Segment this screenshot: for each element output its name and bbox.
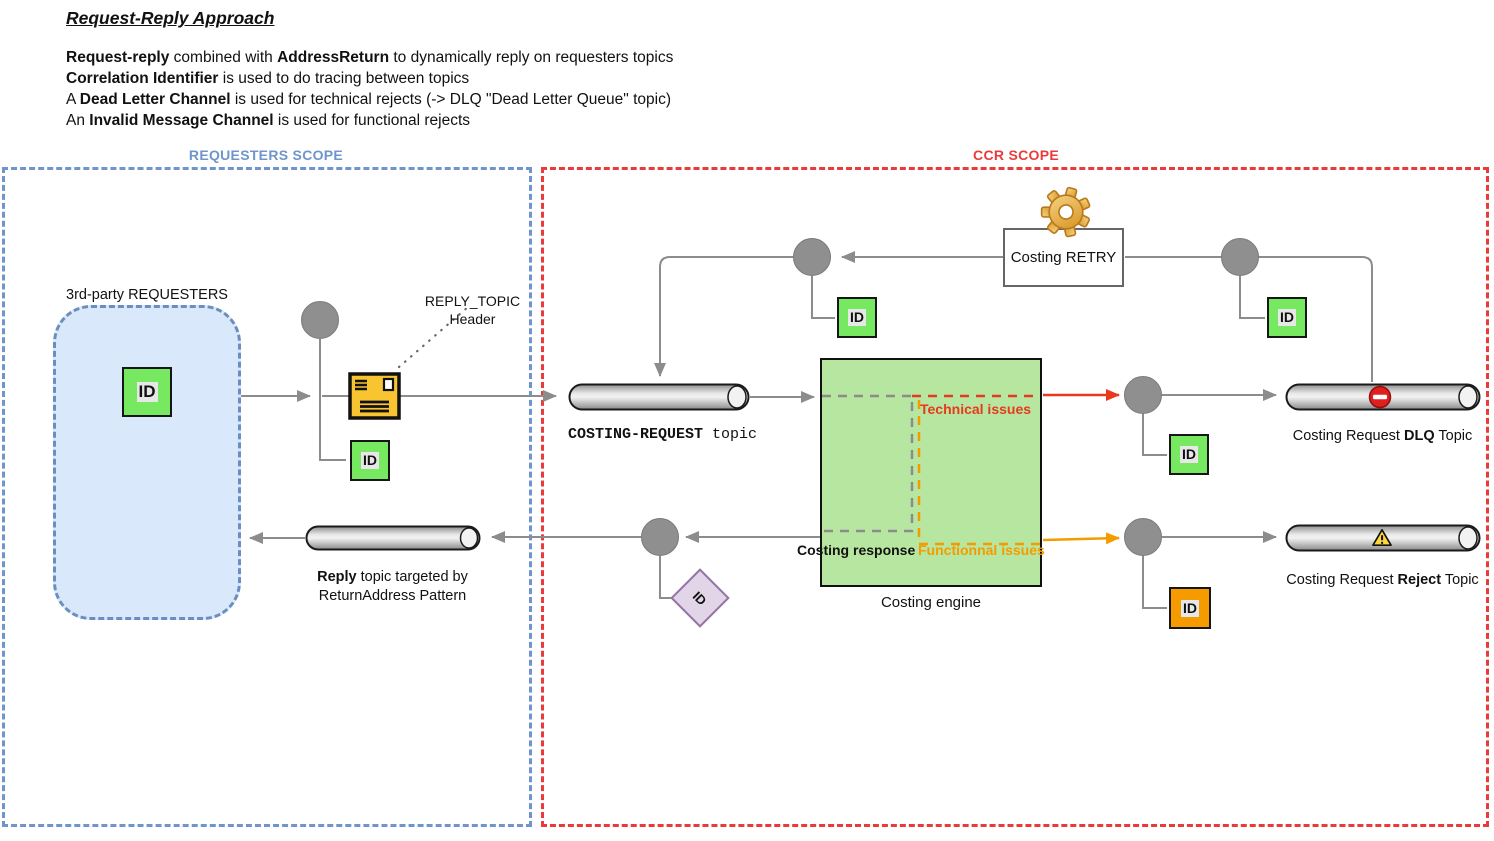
id-label: ID bbox=[1182, 446, 1196, 462]
correlation-id-badge bbox=[1169, 434, 1209, 475]
technical-issues-label: Technical issues bbox=[920, 401, 1032, 417]
page-title: Request-Reply Approach bbox=[66, 8, 275, 28]
intro-text: Request-reply combined with AddressReturn to dynamically reply on requesters topics Correlation Identifier is used to do tracing between topics A Dead Letter Channel is used for technical rejects (-> DLQ "Dead Letter Queue" topic) An Invalid Message Channel is used for functional rejects bbox=[66, 49, 674, 129]
costing-response-label: Costing response bbox=[797, 542, 916, 558]
link-left-node-to-id bbox=[812, 276, 835, 318]
functional-issues-label: Functionnal issues bbox=[918, 542, 1045, 558]
message-envelope-icon bbox=[348, 372, 401, 420]
requesters-scope-label: REQUESTERS SCOPE bbox=[188, 147, 344, 163]
costing-request-topic-label: COSTING-REQUEST topic bbox=[568, 426, 758, 443]
channel-node bbox=[793, 238, 831, 276]
id-label: ID bbox=[850, 309, 864, 325]
arrow-functional-reject bbox=[1043, 538, 1119, 540]
gear-icon bbox=[1040, 186, 1092, 238]
id-label: ID bbox=[1280, 309, 1294, 325]
third-party-requesters-label: 3rd-party REQUESTERS bbox=[66, 287, 228, 303]
correlation-id-badge bbox=[1267, 297, 1307, 338]
id-label: ID bbox=[138, 382, 156, 401]
costing-request-topic-cylinder bbox=[568, 383, 750, 411]
dlq-topic-label: Costing Request DLQ Topic bbox=[1292, 428, 1473, 444]
correlation-id-badge bbox=[122, 367, 172, 417]
channel-node bbox=[301, 301, 339, 339]
link-right-node-to-id bbox=[1240, 276, 1265, 318]
reply-topic-header-note: REPLY_TOPIC Header bbox=[424, 293, 521, 327]
correlation-id-badge bbox=[350, 440, 390, 481]
correlation-id-badge-invalid bbox=[1169, 587, 1211, 629]
reject-topic-label: Costing Request Reject Topic bbox=[1286, 572, 1479, 588]
link-reject-node-to-id bbox=[1143, 556, 1167, 608]
arrow-loop-into-costing-request-topic bbox=[660, 257, 793, 376]
reply-topic-label: Reply topic targeted by ReturnAddress Pattern bbox=[317, 569, 468, 604]
id-label: ID bbox=[363, 452, 377, 468]
correlation-id-badge bbox=[837, 297, 877, 338]
channel-node bbox=[1124, 376, 1162, 414]
channel-node bbox=[1124, 518, 1162, 556]
id-label: ID bbox=[690, 588, 710, 608]
warning-icon bbox=[1371, 528, 1393, 547]
channel-node bbox=[1221, 238, 1259, 276]
link-junction-to-id bbox=[320, 339, 346, 460]
channel-node bbox=[641, 518, 679, 556]
dashed-functional-route bbox=[919, 400, 1040, 544]
costing-retry-label: Costing RETRY bbox=[1010, 249, 1117, 266]
ccr-scope-label: CCR SCOPE bbox=[973, 147, 1059, 163]
reply-topic-cylinder bbox=[305, 525, 481, 551]
link-dlq-node-to-id bbox=[1143, 414, 1167, 455]
no-entry-icon bbox=[1368, 385, 1392, 409]
id-label: ID bbox=[1183, 599, 1197, 616]
costing-engine-caption: Costing engine bbox=[880, 594, 982, 611]
dashed-response-route bbox=[822, 396, 912, 531]
